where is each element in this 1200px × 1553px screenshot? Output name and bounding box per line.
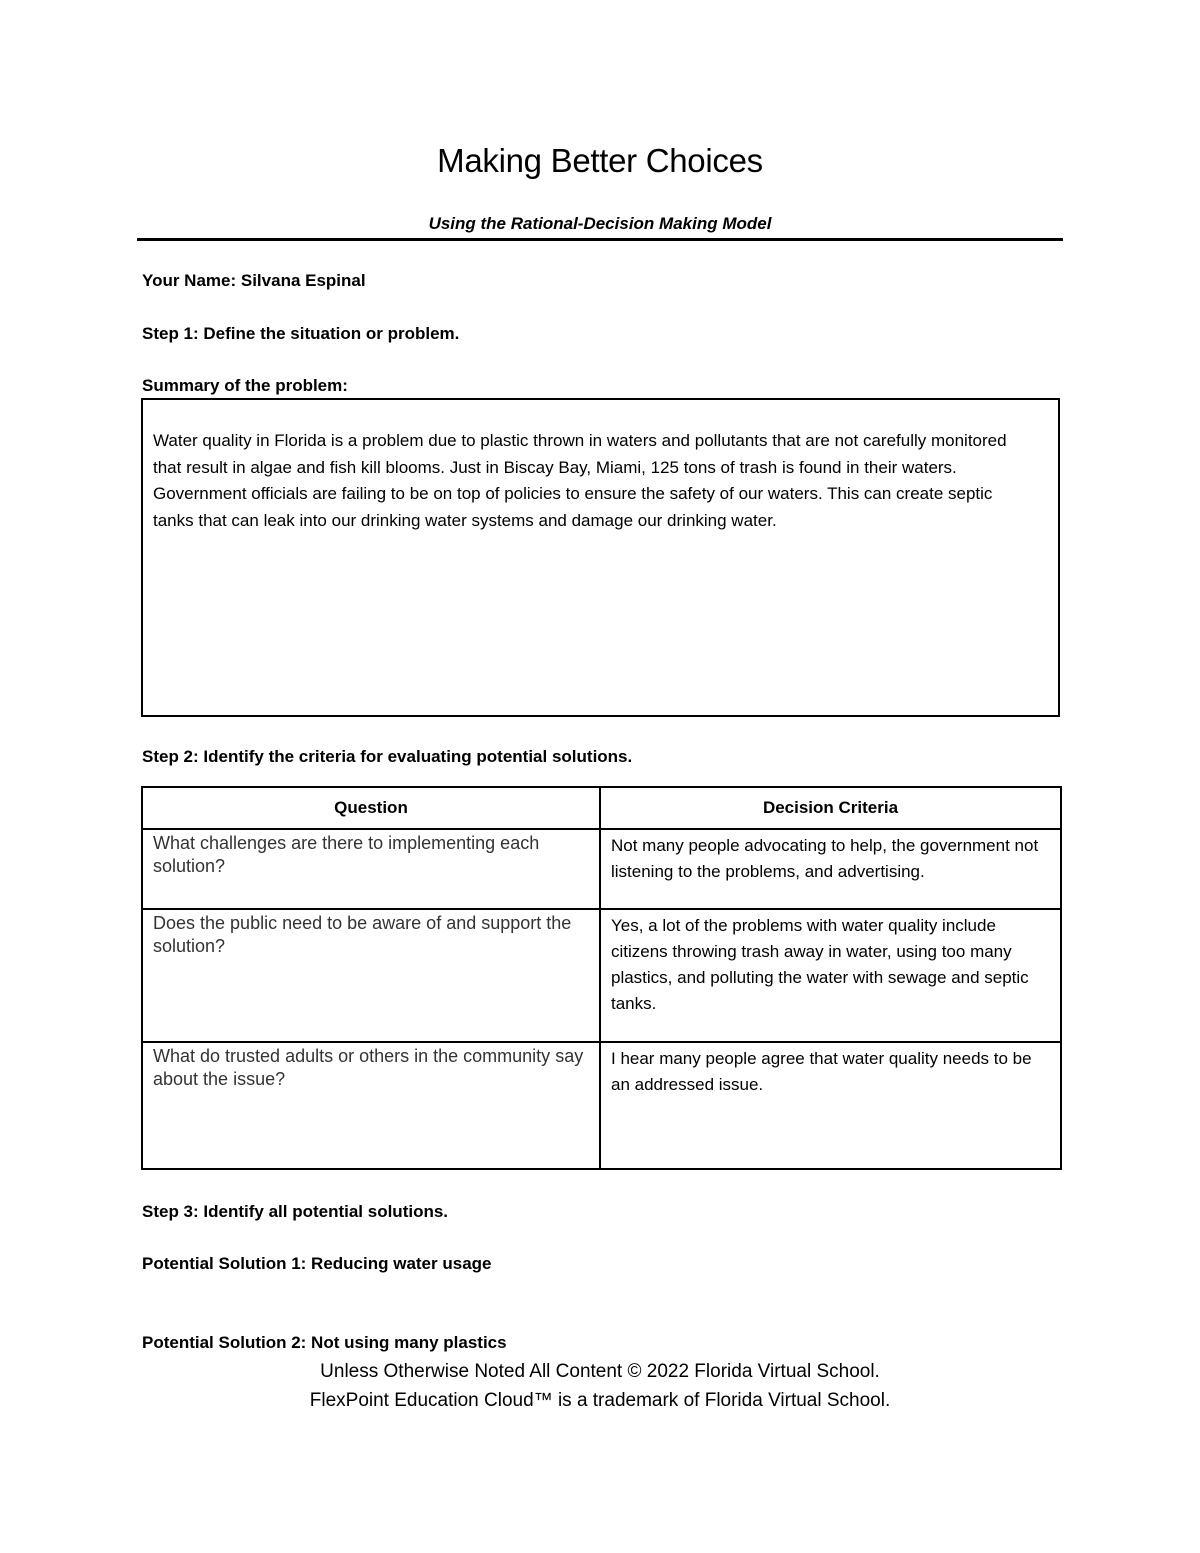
page-title: Making Better Choices — [437, 142, 763, 179]
footer-trademark: FlexPoint Education Cloud™ is a trademark of Florida Virtual School. — [309, 1390, 891, 1411]
table-row — [142, 909, 1061, 1042]
table-row — [142, 1042, 1061, 1169]
footer-copyright: Unless Otherwise Noted All Content © 2022 Florida Virtual School. — [320, 1361, 880, 1382]
answer-cell: Yes, a lot of the problems with water quality include citizens throwing trash away in water, using too many plastics, and polluting the water with sewage and septic tanks. — [600, 909, 1061, 1042]
question-cell: What challenges are there to implementing each solution? — [142, 829, 600, 909]
column-header-question: Question — [142, 787, 600, 829]
step2-heading: Step 2: Identify the criteria for evaluating potential solutions. — [142, 747, 633, 766]
table-row — [142, 829, 1061, 909]
potential-solution-1: Potential Solution 1: Reducing water usage — [142, 1254, 492, 1273]
step1-heading: Step 1: Define the situation or problem. — [142, 324, 460, 343]
question-cell: What do trusted adults or others in the community say about the issue? — [142, 1042, 600, 1169]
potential-solution-2: Potential Solution 2: Not using many plastics — [142, 1333, 507, 1352]
answer-cell: I hear many people agree that water quality needs to be an addressed issue. — [600, 1042, 1061, 1169]
summary-text: Water quality in Florida is a problem due to plastic thrown in waters and pollutants that are not carefully monitored that result in algae and fish kill blooms. Just in Biscay Bay, Miami, 125 tons of trash is found in their waters. Government officials are failing to be on top of policies to ensure the safety of our waters. This can create septic tanks that can leak into our drinking water systems and damage our drinking water. — [153, 431, 1007, 530]
summary-label: Summary of the problem: — [142, 376, 348, 395]
criteria-table — [141, 786, 1062, 1170]
page-subtitle: Using the Rational-Decision Making Model — [428, 214, 772, 233]
step3-heading: Step 3: Identify all potential solutions. — [142, 1202, 449, 1221]
summary-box — [141, 398, 1060, 717]
table-header-row — [142, 787, 1061, 829]
student-name: Your Name: Silvana Espinal — [142, 271, 366, 290]
question-cell: Does the public need to be aware of and support the solution? — [142, 909, 600, 1042]
column-header-decision-criteria: Decision Criteria — [600, 787, 1061, 829]
title-divider — [137, 238, 1063, 241]
answer-cell: Not many people advocating to help, the government not listening to the problems, and advertising. — [600, 829, 1061, 909]
